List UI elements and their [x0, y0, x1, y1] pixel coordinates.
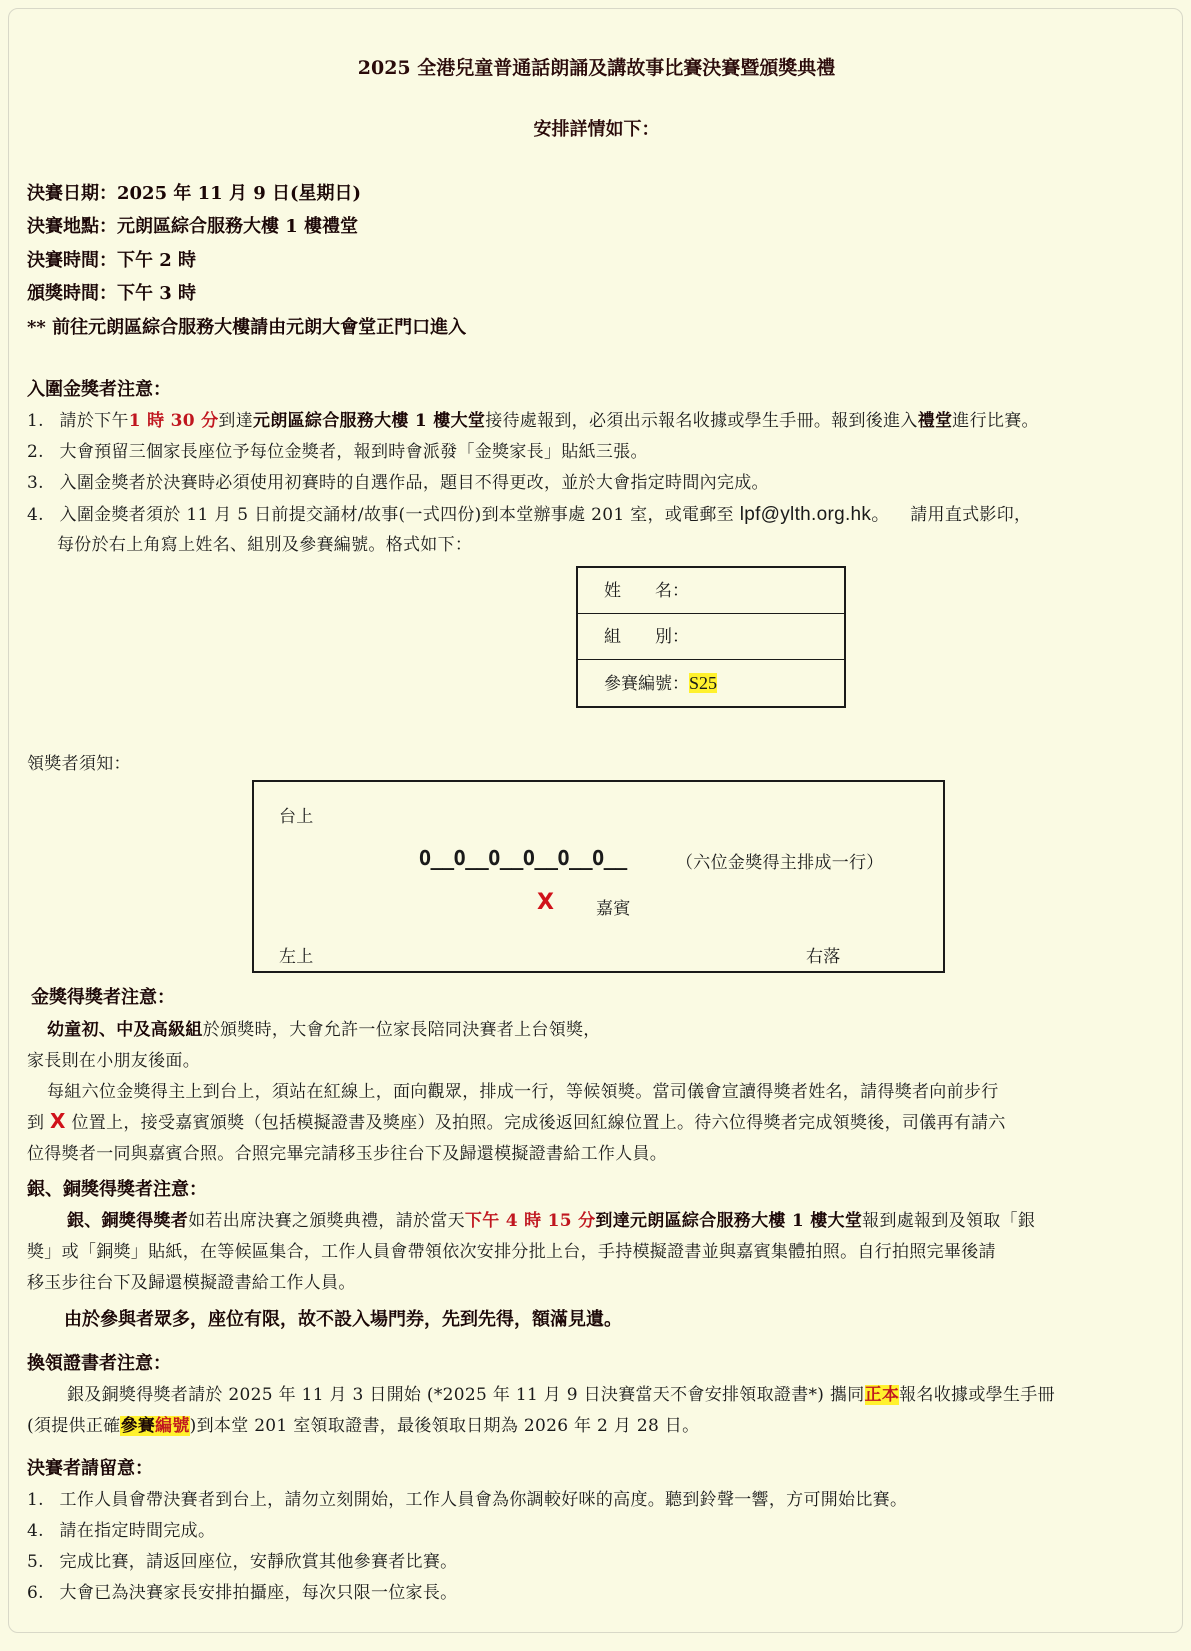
- notice-page: [8, 8, 1183, 1633]
- finalists-item-1: 1. 請於下午1 時 30 分到達元朗區綜合服務大樓 1 樓大堂接待處報到，必須出示報名收據或學生手冊。報到後進入禮堂進行比賽。: [27, 411, 1039, 431]
- reminder-item: 4. 請在指定時間完成。: [27, 1521, 216, 1541]
- finalists-heading: 入圍金獎者注意：: [27, 379, 171, 400]
- award-time: 頒獎時間：下午 3 時: [27, 283, 197, 304]
- silver-heading: 銀、銅獎得獎者注意：: [27, 1179, 207, 1200]
- final-date: 決賽日期：2025 年 11 月 9 日(星期日): [27, 183, 362, 204]
- x-mark-icon: X: [537, 890, 554, 915]
- email-link[interactable]: lpf@ylth.org.hk。: [739, 504, 891, 525]
- page-title: 2025 全港兒童普通話朗誦及講故事比賽決賽暨頒獎典禮: [357, 57, 836, 79]
- silver-p1: 銀、銅獎得獎者如若出席決賽之頒獎典禮，請於當天下午 4 時 15 分到達元朗區綜合服務大樓 1 樓大堂報到處報到及領取「銀: [67, 1211, 1036, 1231]
- seat-note: 由於參與者眾多，座位有限，故不設入場門券，先到先得，額滿見遺。: [64, 1309, 622, 1330]
- award-heading: 領獎者須知：: [27, 754, 131, 774]
- x-mark-icon: X: [50, 1109, 66, 1133]
- reminder-item: 6. 大會已為決賽家長安排拍攝座，每次只限一位家長。: [27, 1583, 458, 1603]
- gold-p2: 家長則在小朋友後面。: [27, 1051, 200, 1071]
- winner-positions: O__O__O__O__O__O__: [419, 846, 627, 870]
- page-subtitle: 安排詳情如下：: [533, 119, 660, 140]
- cert-p1: 銀及銅獎得獎者請於 2025 年 11 月 3 日開始 (*2025 年 11 月 9 日決賽當天不會安排領取證書*) 攜同正本報名收據或學生手冊: [67, 1385, 1055, 1405]
- final-venue: 決賽地點：元朗區綜合服務大樓 1 樓禮堂: [27, 216, 359, 237]
- name-row: 姓 名：: [578, 568, 844, 614]
- number-row: 參賽編號：S25: [604, 673, 718, 694]
- number-value: S25: [689, 673, 718, 693]
- gold-p3: 每組六位金獎得主上到台上，須站在紅線上，面向觀眾，排成一行，等候領獎。當司儀會宣讀得獎者姓名，請得獎者向前步行: [47, 1082, 999, 1102]
- silver-p2: 獎」或「銅獎」貼紙，在等候區集合，工作人員會帶領依次安排分批上台，手持模擬證書並與嘉賓集體拍照。自行拍照完畢後請: [27, 1242, 996, 1262]
- reminder-item: 1. 工作人員會帶決賽者到台上，請勿立刻開始，工作人員會為你調較好咪的高度。聽到鈴聲一響，方可開始比賽。: [27, 1490, 908, 1510]
- silver-p3: 移玉步往台下及歸還模擬證書給工作人員。: [27, 1273, 356, 1293]
- stage-label: 台上: [279, 807, 314, 827]
- label-format-box: [576, 566, 846, 708]
- right-down-label: 右落: [806, 947, 841, 967]
- left-up-label: 左上: [279, 947, 314, 967]
- finalists-item-2: 2. 大會預留三個家長座位予每位金獎者，報到時會派發「金獎家長」貼紙三張。: [27, 442, 648, 462]
- gold-heading: 金獎得獎者注意：: [31, 987, 175, 1008]
- gold-p1: 幼童初、中及高級組於頒獎時，大會允許一位家長陪同決賽者上台領獎，: [47, 1020, 601, 1040]
- group-row: 組 別：: [578, 614, 844, 660]
- final-time: 決賽時間：下午 2 時: [27, 250, 197, 271]
- stage-diagram: [252, 780, 945, 973]
- guest-label: 嘉賓: [596, 899, 631, 919]
- gold-p4: 到 X 位置上，接受嘉賓頒獎（包括模擬證書及獎座）及拍照。完成後返回紅線位置上。待六位得獎者完成領獎後，司儀再有請六: [27, 1109, 1006, 1133]
- finalists-item-4: 4. 入圍金獎者須於 11 月 5 日前提交誦材/故事(一式四份)到本堂辦事處 201 室，或電郵至 lpf@ylth.org.hk。 請用直式影印，: [27, 504, 1032, 525]
- reminder-item: 5. 完成比賽，請返回座位，安靜欣賞其他參賽者比賽。: [27, 1552, 458, 1572]
- gold-p5: 位得獎者一同與嘉賓合照。合照完畢完請移玉步往台下及歸還模擬證書給工作人員。: [27, 1144, 668, 1164]
- cert-heading: 換領證書者注意：: [27, 1353, 171, 1374]
- entrance-note: ** 前往元朗區綜合服務大樓請由元朗大會堂正門口進入: [27, 317, 467, 338]
- cert-p2: (須提供正確參賽編號)到本堂 201 室領取證書，最後領取日期為 2026 年 2 月 28 日。: [27, 1416, 700, 1436]
- finalists-item-4-cont: 每份於右上角寫上姓名、組別及參賽編號。格式如下：: [57, 535, 473, 555]
- reminder-heading: 決賽者請留意：: [27, 1458, 153, 1479]
- finalists-item-3: 3. 入圍金獎者於決賽時必須使用初賽時的自選作品，題目不得更改，並於大會指定時間內完成。: [27, 473, 769, 493]
- positions-note: （六位金獎得主排成一行）: [676, 853, 884, 873]
